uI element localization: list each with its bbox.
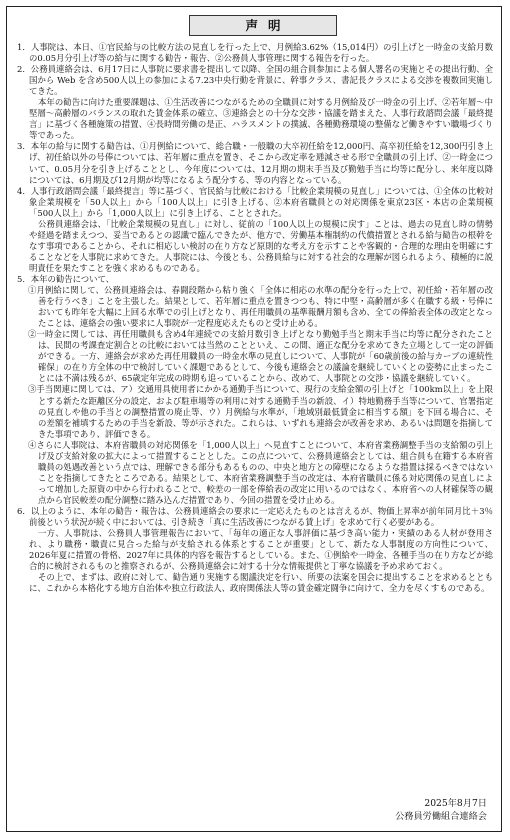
paragraph: ②一時金に関しては、再任用職員も含め4年連続での支給月数引き上げとなり勤勉手当と期末手当に均等に配分されたことは、民間の考課査定割合との比較においては当然のことといえ、この間、適正な配分を求めてきた立場として一定の評価ができる。一方、連絡会が求めた再任用職員の一時金水準の見直しについて、人事院が「60歳前後の給与カーブの連続性確保」の在り方全体の中で検討していく課題であるとして、今後も連絡会との議論を継続していくとの姿勢に止まったことには不満は残るが、65歳定年完成の時期も追っていることから、改めて、人事院との交渉・協議を継続していく。	[28, 329, 493, 384]
paragraph: 本年の勧告に向けた重要課題は、①生活改善につながるための全職員に対する月例給及び一時金の引上げ、②若年層～中堅層～高齢層のバランスの取れた賃金体系の確立、③連絡会との十分な交渉・協議を踏まえた、人事行政諮問会議「最終提言」に基づく各種施策の措置、④長時間労働の是正、ハラスメントの撲滅、各種勤務環境の整備など働きやすい職場づくり等であった。	[29, 97, 493, 141]
paragraph: 2．公務員連絡会は、6月17日に人事院に要求書を提出して以降、全国の組合員参加による個人署名の実施とその提出行動、全国から Web を含め500人以上の参加による7.23中央行動を背景に、幹事クラス、書記長クラスによる交渉を複数回実施してきた。	[17, 64, 493, 97]
statement-sheet	[6, 6, 502, 832]
paragraph: 4．人事行政諮問会議「最終提言」等に基づく、官民給与比較における「比較企業規模の見直し」については、①全体の比較対象企業規模を「50人以上」から「100人以上」に引き上げる、②本府省職員との対応関係を東京23区・本店の企業規模「500人以上」から「1,000人以上」に引き上げる、こととされた。	[17, 185, 493, 218]
paragraph: その上で、まずは、政府に対して、勧告通り実施する閣議決定を行い、所要の法案を国会に提出することを求めるとともに、これから本格化する地方自治体や独立行政法人、政府関係法人等の賃金確定闘争に向けて、全力を尽くすものである。	[29, 572, 493, 594]
paragraph: 5．本年の勧告について、	[17, 273, 115, 284]
issuing-organization: 公務員労働組合連絡会	[395, 811, 487, 822]
paragraph: ③手当関連に関しては、ア）交通用具使用者にかかる通勤手当について、現行の支給金額の引上げと「100km以上」を上限とする新たな距離区分の設定、および駐車場等の利用に対する通勤手当の新設、イ）特地勤務手当等について、官署指定の見直しや他の手当との調整措置の廃止等、ウ）月例給与水準が、「地域別最低賃金に相当する額」を下回る場合に、その差額を補填するための手当を新設、等が示された。これらは、いずれも連絡会が改善を求め、あるいは問題を指摘してきた事項であり、評価できる。	[28, 384, 493, 439]
signature-block	[395, 797, 487, 823]
paragraph: 一方、人事院は、公務員人事管理報告において、「毎年の適正な人事評価に基づき高い能力・実績のある人材が登用され、より職務・職責に見合った給与が支給される体系とすることが重要」として、新たな人事制度の方向性について、2026年夏に措置の骨格、2027年に具体的内容を報告するとしている。また、①例給や一時金、各種手当の在り方などが総合的に検討されるものと推察されるが、公務員連絡会に対する十分な情報提供と丁寧な協議を予め求めておく。	[29, 528, 493, 572]
page-title: 声明	[189, 15, 337, 36]
paragraph: ④さらに人事院は、本府省職員の対応関係を「1,000人以上」へ見直すことについて、本府省業務調整手当の支給額の引上げ及び支給対象の拡大によって措置することとした。この点について、公務員連絡会としては、組合員も在籍する本府省職員の処遇改善という点では、理解できる部分もあるものの、中央と地方との障壁になるような措置は採るべきではないことを指摘してきたところである。結果として、本府省業務調整手当の改定は、本府省職員に係る対応関係の見直しによって増加した原資の中から行われることで、較差の一部を俸給表の改定に用いるのではなく、本府省への人材確保等の観点から官民較差の配分調整に踏み込んだ措置であり、今回の措置を受け止める。	[28, 439, 493, 505]
statement-body	[17, 42, 493, 594]
paragraph: ①月例給に関して、公務員連絡会は、春闘段階から粘り強く「全体に相応の水準の配分を行った上で、初任給・若年層の改善を行うべき」ことを主張した。結果として、若年層に重点を置きつつも、特に中堅・高齢層が多く在職する級・号俸においても昨年を大幅に上回る水準での引上げとなり、再任用職員の基準報酬月額も含め、全ての俸給表全体の改定となったことは、連絡会の強い要求に人事院が一定程度応えたものと受け止める。	[28, 285, 493, 329]
paragraph: 6．以上のように、本年の勧告・報告は、公務員連絡会の要求に一定応えたものとは言えるが、物価上昇率が前年同月比＋3％前後という状況が続く中においては、引き続き「真に生活改善につながる賃上げ」を求めて行く必要がある。	[17, 505, 493, 528]
paragraph: 公務員連絡会は、「比較企業規模の見直し」に対し、従前の「100人以上の規模に戻す」ことは、過去の見直し時の情勢や経過を踏まえつつ、妥当であるとの認識で臨んできたが、他方で、労働基本権制約の代償措置とされる給与勧告の根幹をなす事項であることから、それに相応しい検討の在り方など原則的な考え方を示すことや客観的・合理的な理由を明確にすることなどを人事院に求めてきた。人事院には、今後とも、公務員給与に対する社会的な理解が図られるよう、積極的に説明責任を果たすことを強く求めるものである。	[29, 218, 493, 273]
paragraph: 1．人事院は、本日、①官民給与の比較方法の見直しを行った上で、月例給3.62%（15,014円）の引上げと一時金の支給月数の0.05月分引上げ等の給与に関する勧告・報告、②公務員人事管理に関する報告を行った。	[17, 42, 493, 64]
paragraph: 3．本年の給与に関する勧告は、①月例給について、総合職・一般職の大卒初任給を12,000円、高卒初任給を12,300円引き上げ、初任給以外の号俸については、若年層に重点を置き、そこから改定率を逓減させる形で全職員の引上げ、②一時金について、0.05月分を引き上げることとし、今年度については、12月期の期末手当及び勤勉手当に均等に配分し、来年度以降については、6月期及び12月期が均等になるよう配分する、等の内容となっている。	[17, 141, 493, 185]
statement-date: 2025年8月7日	[424, 798, 487, 809]
